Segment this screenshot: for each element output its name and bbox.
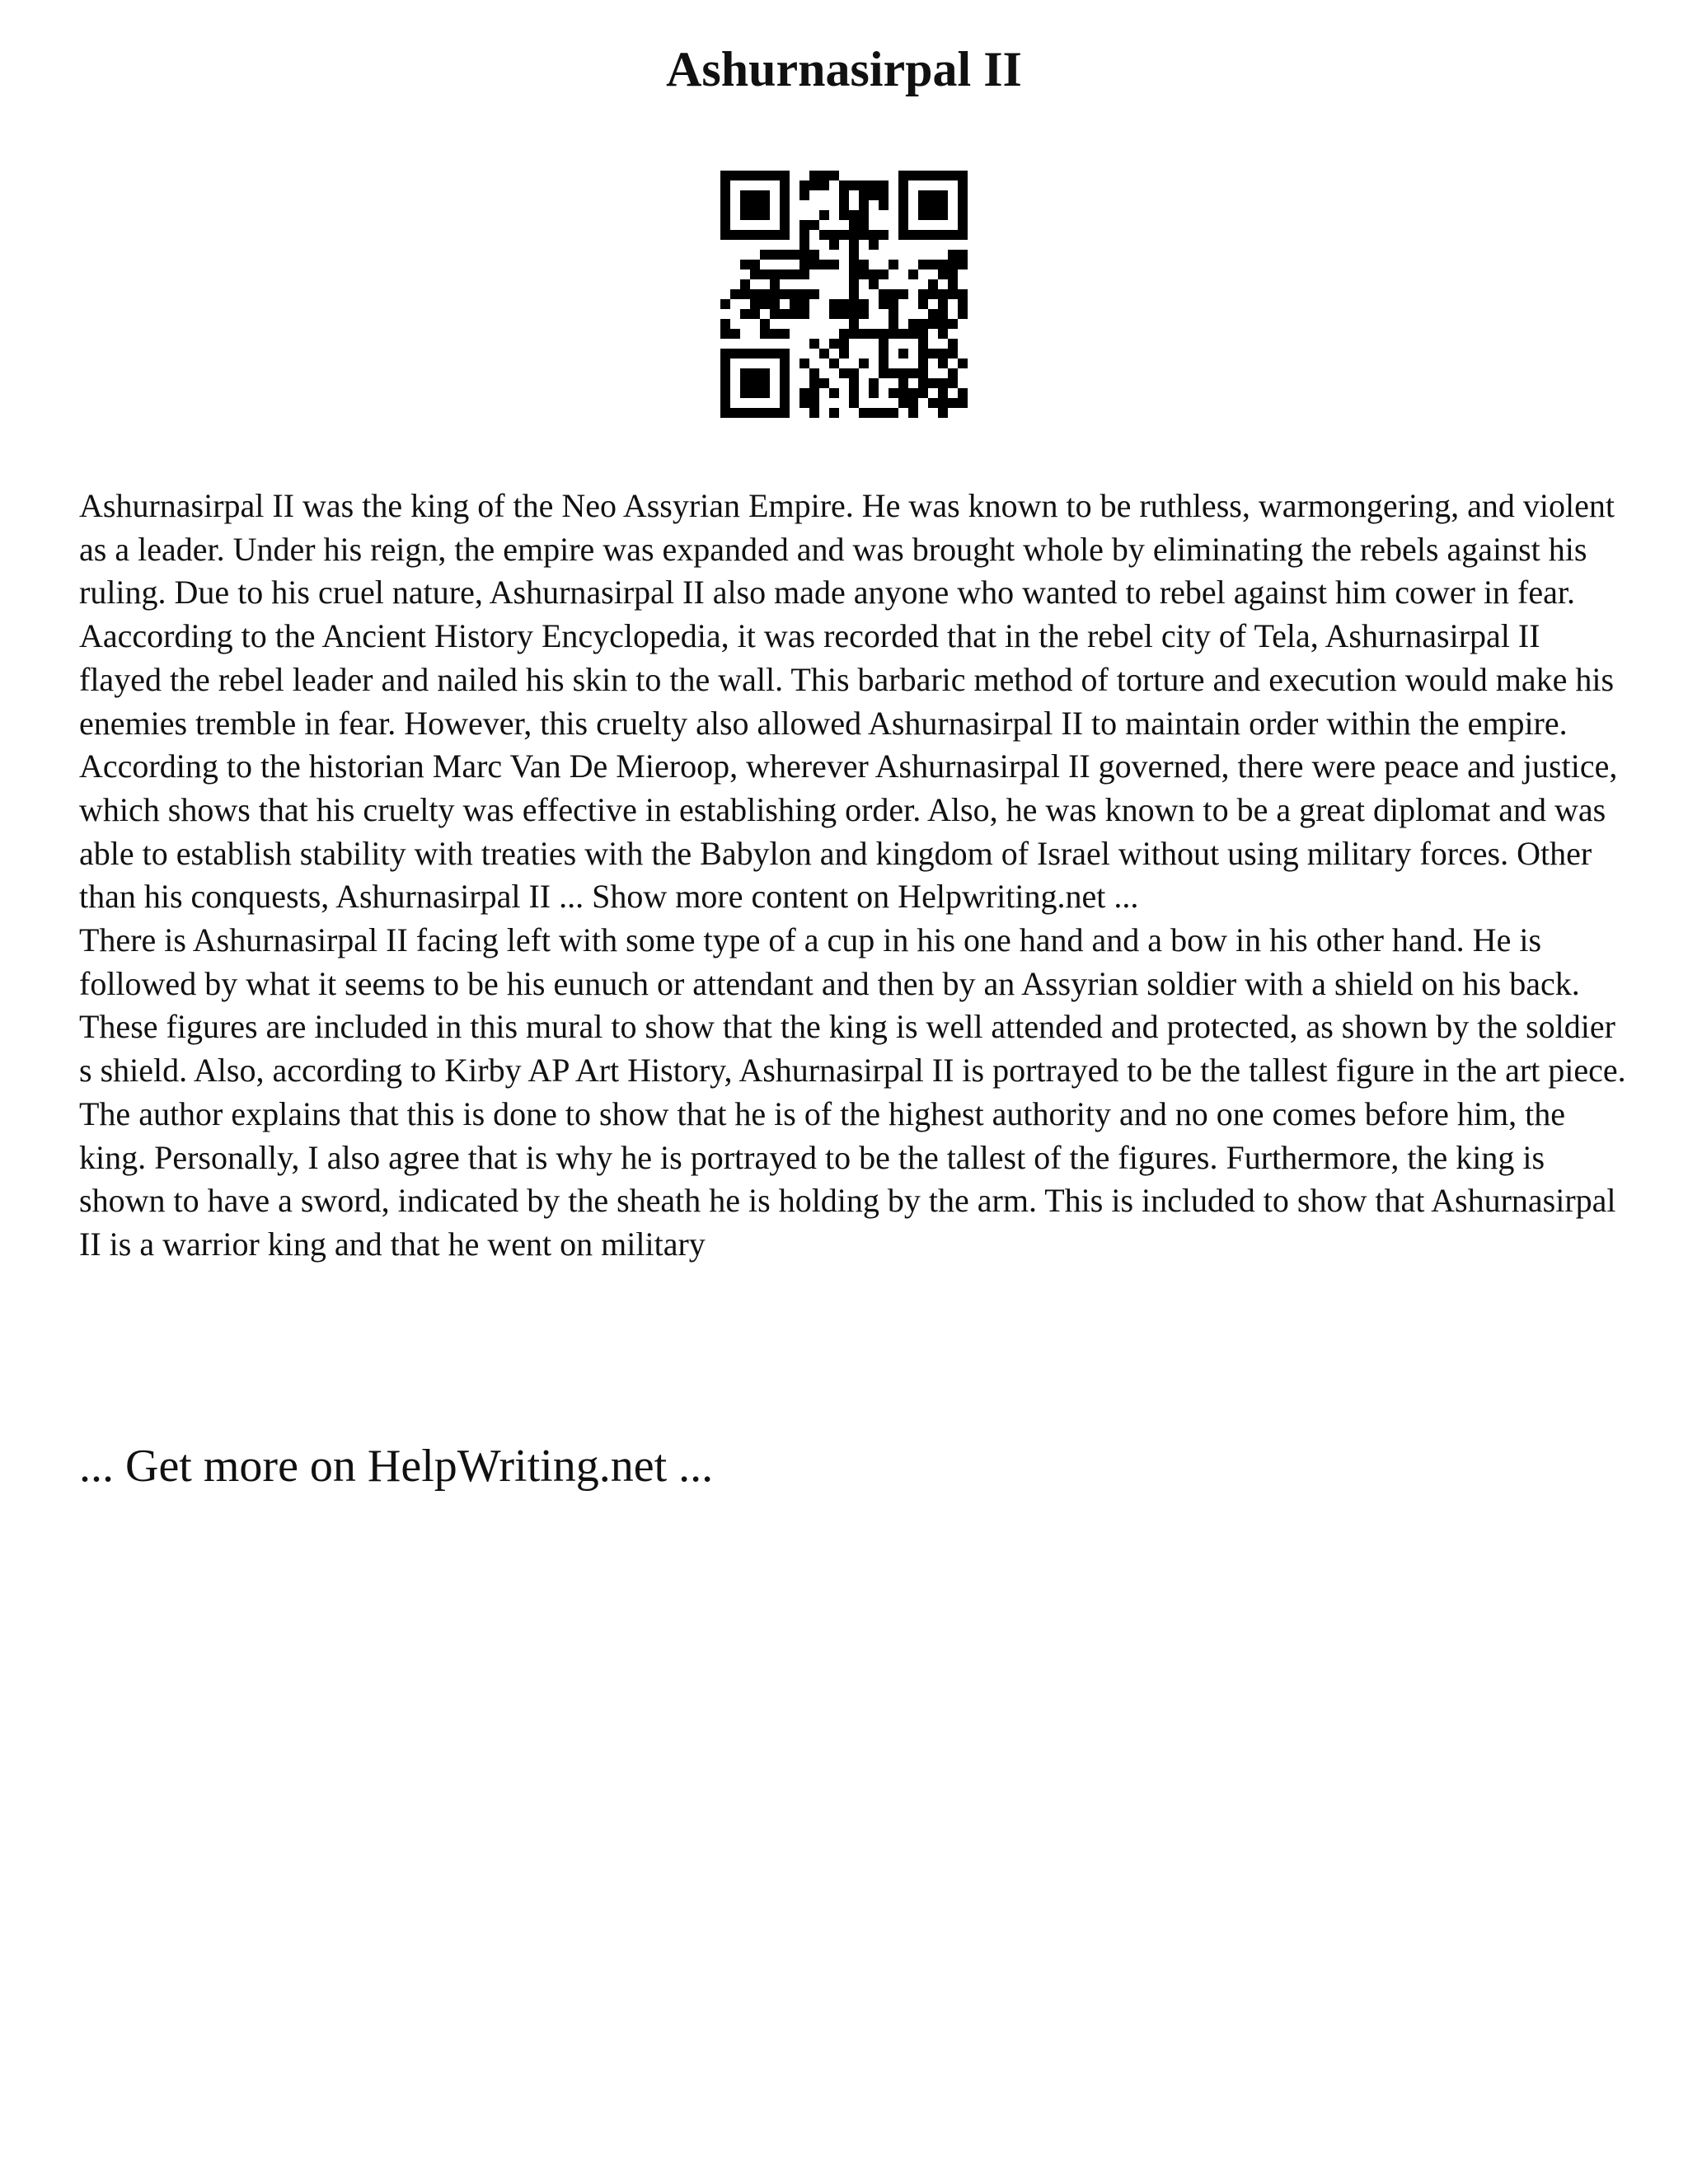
qr-code-icon: [720, 171, 968, 418]
page-title: Ashurnasirpal II: [666, 42, 1022, 96]
paragraph-intro: Ashurnasirpal II was the king of the Neo Assyrian Empire. He was known to be ruthless, warmongering, and violent as a leader. Under his reign, the empire was expanded and was brought whole by eliminating the rebels against his ruling. Due to his cruel nature, Ashurnasirpal II also made anyone who wanted to rebel against him cower in fear. Aaccording to the Ancient History Encyclopedia, it was recorded that in the rebel city of Tela, Ashurnasirpal II flayed the rebel leader and nailed his skin to the wall. This barbaric method of torture and execution would make his enemies tremble in fear. However, this cruelty also allowed Ashurnasirpal II to maintain order within the empire. According to the historian Marc Van De Mieroop, wherever Ashurnasirpal II governed, there were peace and justice, which shows that his cruelty was effective in establishing order. Also, he was known to be a great diplomat and was able to establish stability with treaties with the Babylon and kingdom of Israel without using military forces. Other than his conquests, Ashurnasirpal II ... Show more content on Helpwriting.net ...: [79, 487, 1618, 916]
paragraph-description: There is Ashurnasirpal II facing left with some type of a cup in his one hand and a bow in his other hand. He is followed by what it seems to be his eunuch or attendant and then by an Assyrian soldier with a shield on his back. These figures are included in this mural to show that the king is well attended and protected, as shown by the soldier s shield. Also, according to Kirby AP Art History, Ashurnasirpal II is portrayed to be the tallest figure in the art piece. The author explains that this is done to show that he is of the highest authority and no one comes before him, the king. Personally, I also agree that is why he is portrayed to be the tallest of the figures. Furthermore, the king is shown to have a sword, indicated by the sheath he is holding by the arm. This is included to show that Ashurnasirpal II is a warrior king and that he went on military: [79, 921, 1626, 1263]
get-more-link[interactable]: ... Get more on HelpWriting.net ...: [79, 1441, 714, 1492]
article-body: [79, 485, 1629, 1267]
